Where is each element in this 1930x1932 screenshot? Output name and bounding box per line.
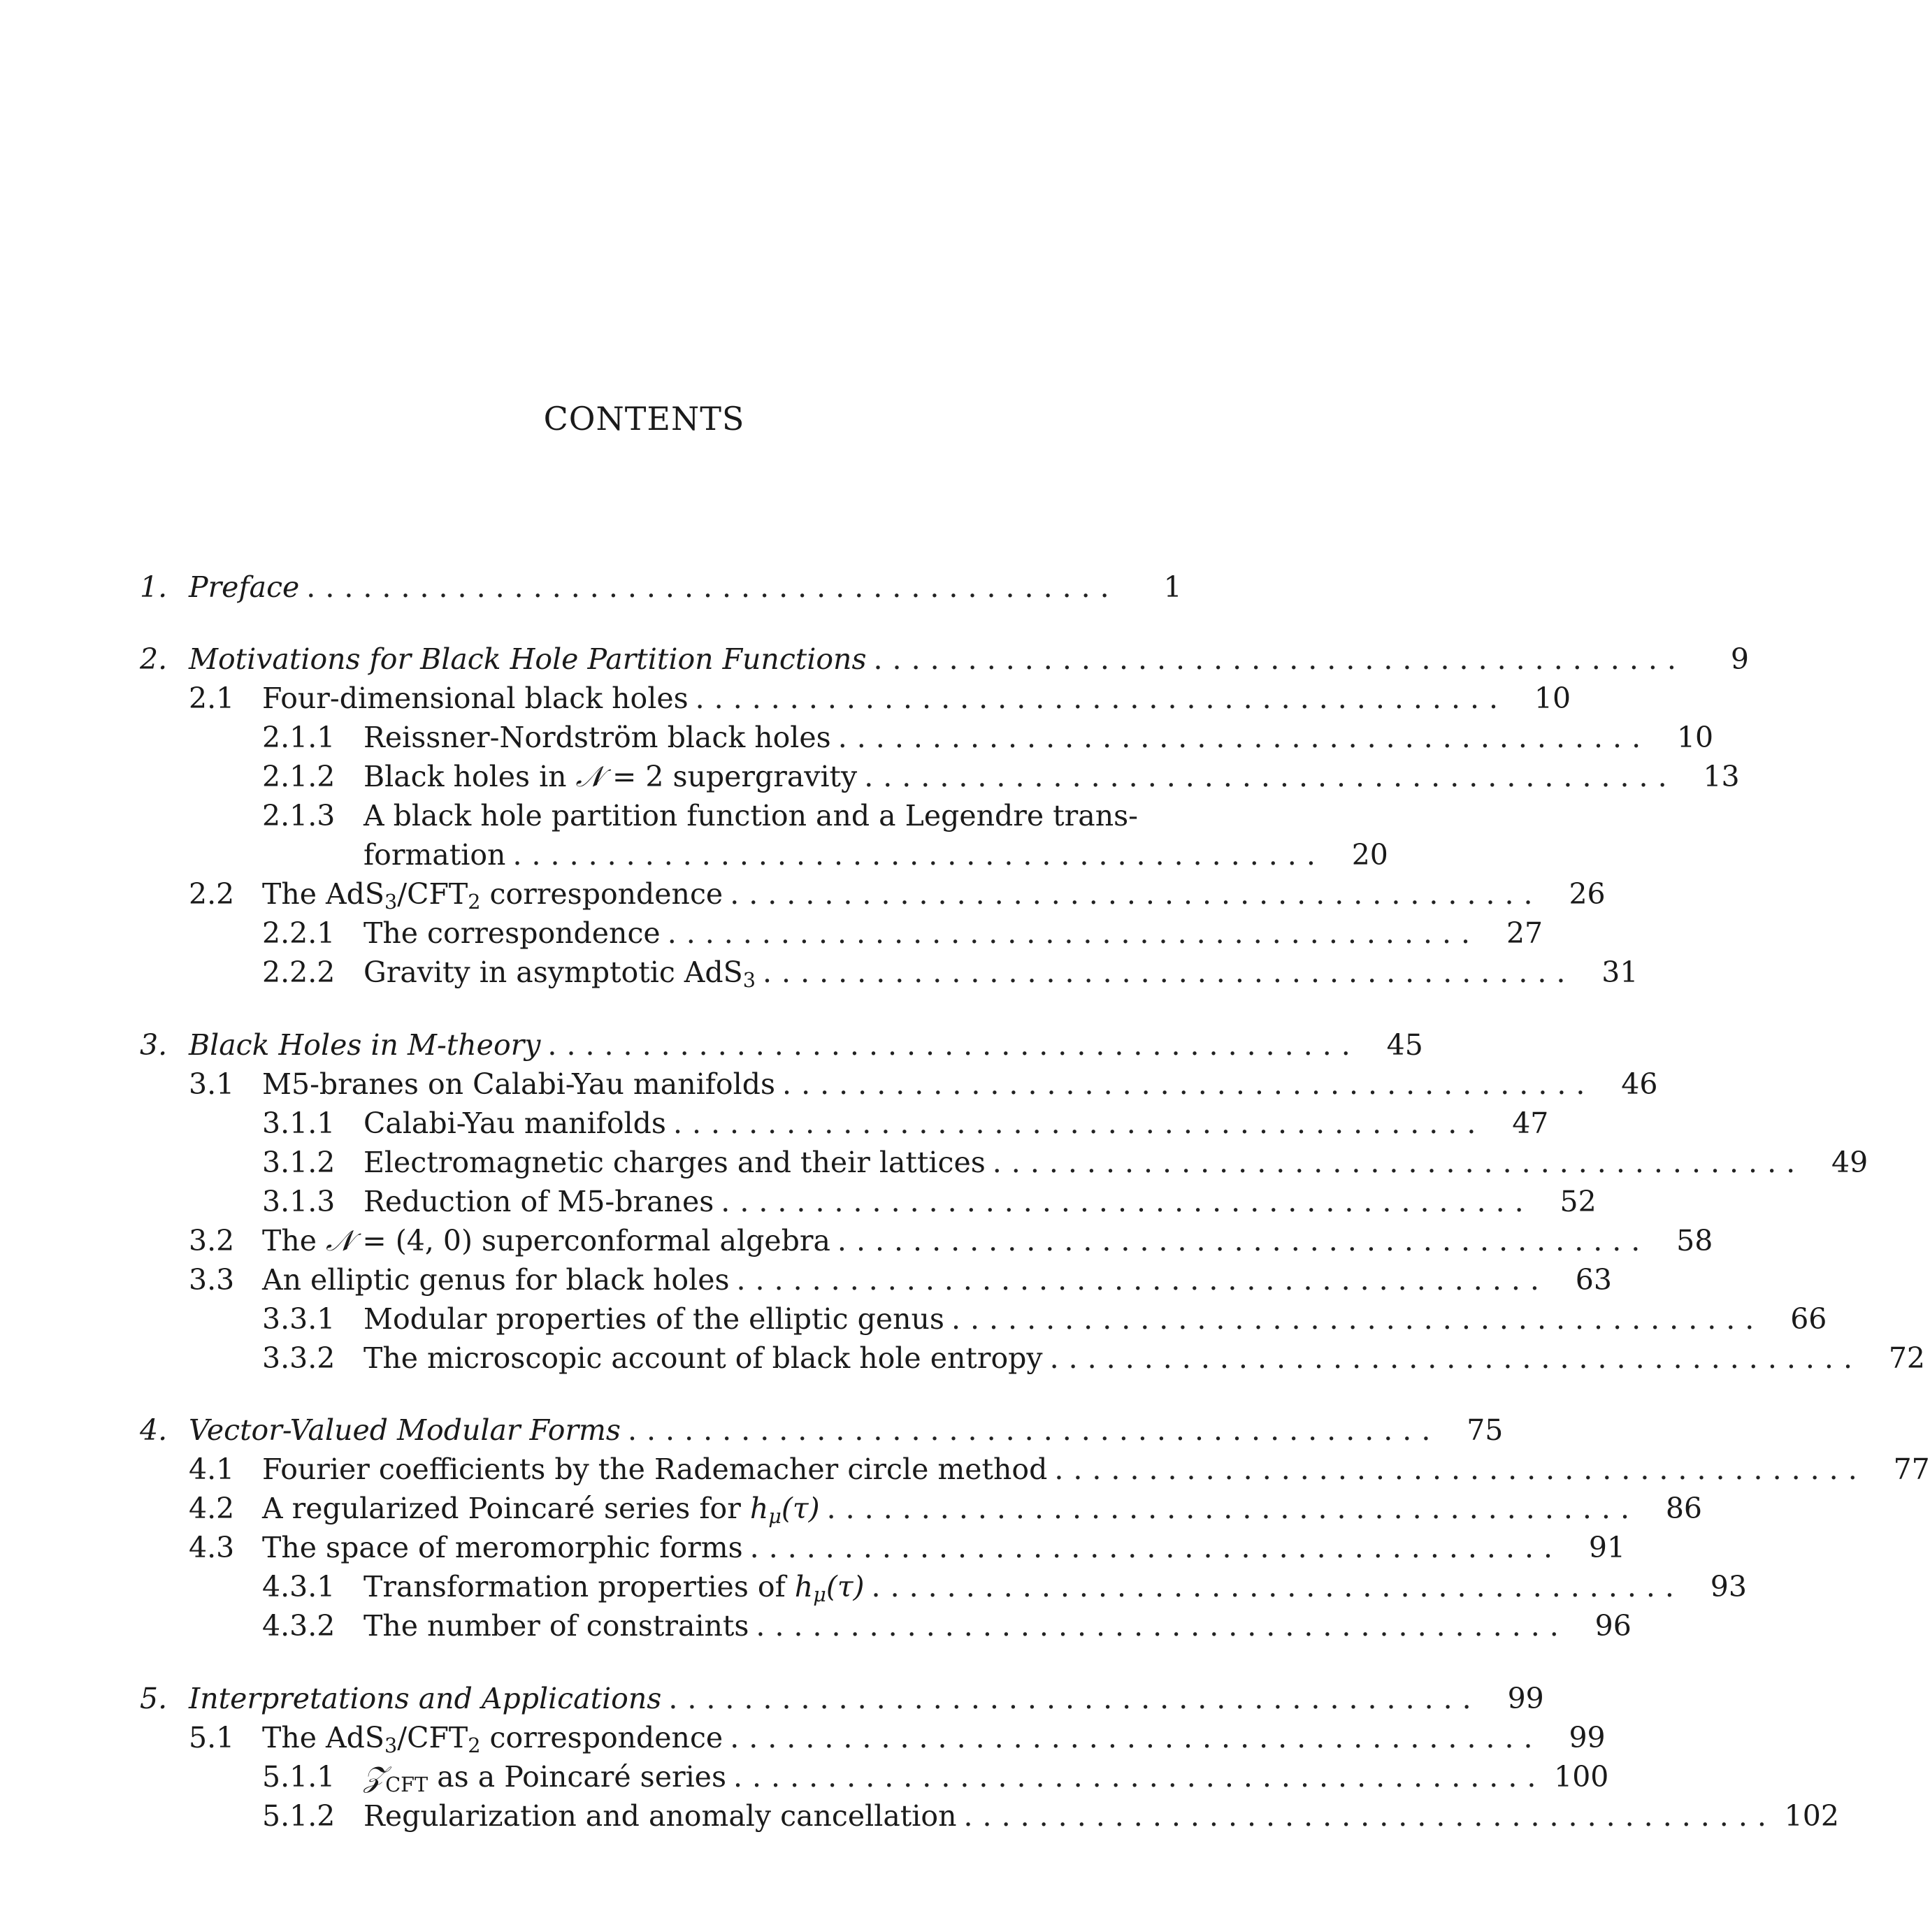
subsection-title: The microscopic account of black hole entropy [363, 1341, 1043, 1375]
leader-dots: ........................................... [763, 956, 1576, 989]
page-number: 10 [1534, 682, 1571, 715]
page-number: 63 [1575, 1263, 1612, 1297]
toc-section-2-2[interactable] [140, 874, 1606, 914]
toc-subsection-3-3-1[interactable] [140, 1299, 1827, 1339]
leader-dots: ........................................... [672, 1106, 1486, 1140]
page-number: 47 [1512, 1106, 1549, 1140]
toc-subsection-3-1-3[interactable] [140, 1182, 1597, 1221]
subsection-title: Modular properties of the elliptic genus [363, 1302, 944, 1336]
leader-dots: ........................................... [864, 760, 1677, 793]
subsection-number: 2.2.1 [262, 916, 336, 950]
page-number: 93 [1710, 1570, 1747, 1603]
leader-dots: ........................................... [668, 1682, 1481, 1715]
toc-subsection-4-3-2[interactable] [140, 1606, 1632, 1645]
toc-subsection-4-3-1[interactable] [140, 1567, 1747, 1607]
subsection-number: 3.1.3 [262, 1185, 336, 1218]
chapter-title: Vector-Valued Modular Forms [189, 1413, 621, 1447]
page-number: 72 [1888, 1341, 1925, 1375]
chapter-number: 4. [140, 1413, 168, 1447]
leader-dots: ........................................... [837, 1224, 1650, 1257]
leader-dots: ........................................... [1054, 1452, 1867, 1486]
title-text: Black holes in [363, 760, 576, 793]
page-number: 102 [1784, 1799, 1839, 1833]
math-symbol-h: h [749, 1492, 769, 1525]
subsection-number: 3.3.1 [262, 1302, 336, 1336]
toc-section-3-3[interactable] [140, 1260, 1612, 1299]
toc-subsection-5-1-2[interactable] [140, 1796, 1839, 1836]
toc-subsection-2-1-3-continued[interactable] [140, 835, 1388, 874]
subscript: 2 [468, 1733, 481, 1758]
subscript: 2 [468, 890, 481, 914]
title-text: Gravity in asymptotic AdS [363, 956, 743, 989]
toc-subsection-2-1-1[interactable] [140, 718, 1714, 757]
page-number: 10 [1676, 721, 1714, 754]
subsection-title: Reissner-Nordström black holes [363, 721, 831, 754]
toc-subsection-3-1-1[interactable] [140, 1104, 1549, 1143]
toc-section-4-1[interactable] [140, 1450, 1930, 1489]
leader-dots: ........................................... [721, 1185, 1534, 1218]
subsection-number: 3.3.2 [262, 1341, 336, 1375]
page-number: 96 [1594, 1609, 1632, 1643]
subsection-title: Calabi-Yau manifolds [363, 1106, 666, 1140]
title-text: The AdS [262, 877, 384, 911]
title-text: A regularized Poincaré series for [262, 1492, 750, 1525]
subsection-number: 5.1.2 [262, 1799, 336, 1833]
chapter-number: 3. [140, 1028, 168, 1062]
subscript: μ [813, 1583, 826, 1607]
section-number: 2.2 [189, 877, 235, 911]
leader-dots: ........................................... [547, 1028, 1360, 1062]
leader-dots: ........................................... [963, 1799, 1776, 1833]
leader-dots: ........................................... [695, 682, 1508, 715]
title-text-rest: = (4, 0) superconformal algebra [353, 1224, 830, 1257]
title-text-mid: /CFT [397, 1721, 468, 1754]
toc-section-3-2[interactable] [140, 1221, 1713, 1260]
toc-section-2-1[interactable] [140, 679, 1571, 718]
math-symbol-n: 𝒩 [326, 1224, 354, 1257]
page-number: 46 [1621, 1067, 1658, 1101]
math-symbol-h: h [794, 1570, 814, 1603]
toc-subsection-3-3-2[interactable] [140, 1339, 1925, 1378]
leader-dots: ........................................... [837, 721, 1651, 754]
subsection-number: 2.1.2 [262, 760, 336, 793]
toc-subsection-2-1-2[interactable] [140, 757, 1740, 796]
leader-dots: ........................................... [1049, 1341, 1862, 1375]
toc-subsection-2-2-2[interactable] [140, 953, 1639, 993]
subscript: CFT [385, 1773, 429, 1797]
title-text-mid: /CFT [397, 877, 468, 911]
title-text-rest: (τ) [826, 1570, 865, 1603]
subsection-number: 5.1.1 [262, 1760, 336, 1794]
page-number: 52 [1560, 1185, 1597, 1218]
subsection-title [363, 757, 857, 796]
page-number: 99 [1507, 1682, 1544, 1715]
title-text-rest: correspondence [480, 877, 723, 911]
leader-dots: ........................................... [627, 1413, 1441, 1447]
section-title: M5-branes on Calabi-Yau manifolds [262, 1067, 776, 1101]
leader-dots: ........................................... [871, 1570, 1684, 1603]
leader-dots: ........................................... [736, 1263, 1549, 1297]
subsection-number: 3.1.1 [262, 1106, 336, 1140]
chapter-title: Preface [189, 570, 300, 604]
subscript: 3 [384, 1733, 398, 1758]
section-title [262, 1221, 830, 1260]
chapter-title: Interpretations and Applications [189, 1682, 662, 1715]
subsection-title: Regularization and anomaly cancellation [363, 1799, 957, 1833]
section-title: An elliptic genus for black holes [262, 1263, 730, 1297]
page-number: 91 [1588, 1531, 1626, 1564]
title-text: The [262, 1224, 326, 1257]
page-number: 75 [1467, 1413, 1504, 1447]
page-number: 13 [1703, 760, 1740, 793]
section-title: The space of meromorphic forms [262, 1531, 743, 1564]
toc-section-4-3[interactable] [140, 1528, 1626, 1567]
section-title [262, 1718, 723, 1757]
title-text-rest: correspondence [480, 1721, 723, 1754]
title-text-rest: (τ) [781, 1492, 820, 1525]
page-number: 58 [1676, 1224, 1713, 1257]
leader-dots: ........................................... [826, 1492, 1640, 1525]
leader-dots: ........................................... [756, 1609, 1569, 1643]
title-text-rest: = 2 supergravity [603, 760, 858, 793]
page-number: 45 [1386, 1028, 1423, 1062]
section-title [262, 874, 723, 914]
section-number: 4.2 [189, 1492, 235, 1525]
leader-dots: ........................................... [730, 1721, 1543, 1754]
leader-dots: ........................................... [667, 916, 1481, 950]
subsection-title-continued: formation [363, 838, 506, 872]
page-number: 1 [1163, 570, 1182, 604]
title-text: Transformation properties of [363, 1570, 795, 1603]
subsection-number: 2.1.3 [262, 799, 336, 832]
subsection-number: 4.3.1 [262, 1570, 336, 1603]
chapter-number: 5. [140, 1682, 168, 1715]
subsection-number: 3.1.2 [262, 1146, 336, 1179]
toc-subsection-5-1-1[interactable] [140, 1757, 1609, 1797]
section-number: 4.3 [189, 1531, 235, 1564]
toc-section-5-1[interactable] [140, 1718, 1606, 1758]
section-number: 3.3 [189, 1263, 235, 1297]
subsection-title [363, 1757, 726, 1796]
toc-chapter-3[interactable] [140, 1025, 1423, 1065]
subsection-title: Reduction of M5-branes [363, 1185, 714, 1218]
subsection-title: The number of constraints [363, 1609, 749, 1643]
toc-subsection-3-1-2[interactable] [140, 1143, 1868, 1182]
subsection-title: The correspondence [363, 916, 661, 950]
leader-dots: ........................................... [730, 877, 1543, 911]
section-title: Four-dimensional black holes [262, 682, 689, 715]
subsection-number: 2.2.2 [262, 956, 336, 989]
page-number: 26 [1569, 877, 1606, 911]
subscript: μ [768, 1504, 782, 1529]
toc-section-3-1[interactable] [140, 1065, 1658, 1104]
title-text: The AdS [262, 1721, 384, 1754]
section-number: 5.1 [189, 1721, 235, 1754]
page-number: 100 [1554, 1760, 1609, 1794]
chapter-title: Motivations for Black Hole Partition Functions [189, 642, 867, 676]
section-number: 2.1 [189, 682, 235, 715]
toc-subsection-2-2-1[interactable] [140, 914, 1543, 953]
subsection-title [363, 1567, 865, 1606]
section-number: 3.2 [189, 1224, 235, 1257]
toc-chapter-1[interactable] [140, 568, 1182, 607]
math-symbol-n: 𝒩 [575, 760, 603, 793]
leader-dots: ........................................... [306, 570, 1119, 604]
subsection-number: 4.3.2 [262, 1609, 336, 1643]
subsection-title: A black hole partition function and a Legendre trans- [363, 799, 1139, 832]
page-title: CONTENTS [543, 400, 745, 438]
leader-dots: ........................................... [873, 642, 1686, 676]
page-number: 9 [1730, 642, 1749, 676]
chapter-title: Black Holes in M-theory [189, 1028, 541, 1062]
page-number: 49 [1831, 1146, 1868, 1179]
leader-dots: ........................................... [733, 1760, 1546, 1794]
subsection-number: 2.1.1 [262, 721, 336, 754]
leader-dots: ........................................... [951, 1302, 1764, 1336]
subscript: 3 [742, 968, 756, 993]
leader-dots: ........................................... [512, 838, 1325, 872]
page-number: 27 [1506, 916, 1543, 950]
leader-dots: ........................................... [992, 1146, 1806, 1179]
section-number: 4.1 [189, 1452, 235, 1486]
section-title: Fourier coefficients by the Rademacher circle method [262, 1452, 1048, 1486]
page-number: 66 [1790, 1302, 1827, 1336]
page-number: 20 [1351, 838, 1388, 872]
leader-dots: ........................................... [749, 1531, 1563, 1564]
page-number: 77 [1893, 1452, 1930, 1486]
page-number: 31 [1601, 956, 1639, 989]
section-number: 3.1 [189, 1067, 235, 1101]
toc-chapter-2[interactable] [140, 640, 1749, 679]
chapter-number: 1. [140, 570, 168, 604]
page-number: 99 [1569, 1721, 1606, 1754]
chapter-number: 2. [140, 642, 168, 676]
leader-dots: ........................................... [782, 1067, 1595, 1101]
subscript: 3 [384, 890, 398, 914]
title-text-rest: as a Poincaré series [428, 1760, 726, 1794]
toc-subsection-2-1-3[interactable] [140, 796, 1153, 835]
page-number: 86 [1665, 1492, 1703, 1525]
toc-chapter-4[interactable] [140, 1411, 1504, 1450]
math-symbol-z: 𝒵 [363, 1760, 386, 1794]
toc-section-4-2[interactable] [140, 1489, 1703, 1529]
subsection-title: Electromagnetic charges and their lattices [363, 1146, 986, 1179]
subsection-title [363, 953, 756, 992]
toc-chapter-5[interactable] [140, 1679, 1544, 1718]
section-title [262, 1489, 820, 1528]
